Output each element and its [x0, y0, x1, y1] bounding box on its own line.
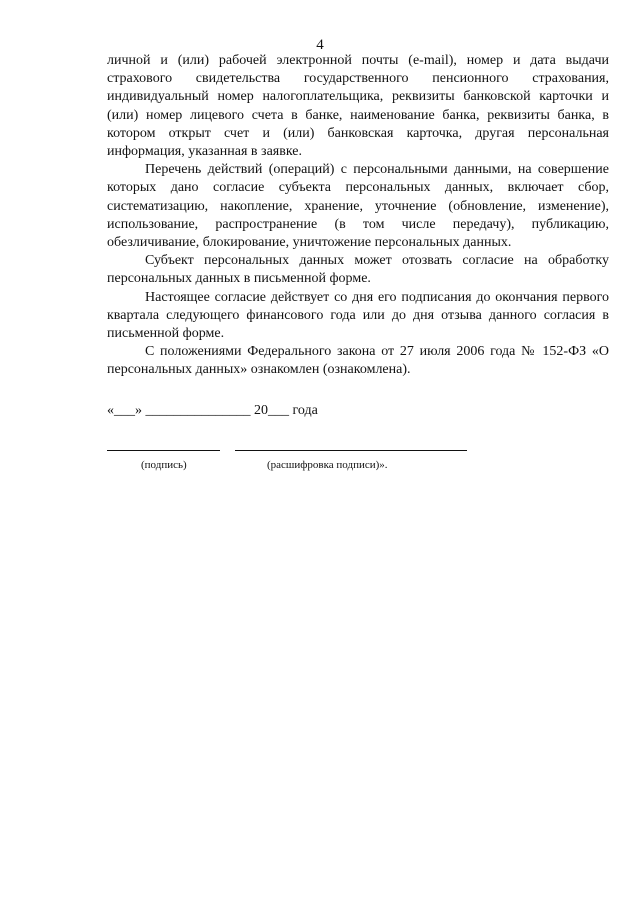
signature-transcript-underline: [235, 450, 467, 451]
signature-underline: [107, 450, 220, 451]
paragraph-consent-validity: Настоящее согласие действует со дня его подписания до окончания первого квартала следующего финансового года или до дня отзыва данного согласия в письменной форме.: [107, 289, 609, 342]
paragraph-consent-withdrawal: Субъект персональных данных может отозвать согласие на обработку персональных данных в письменной форме.: [107, 253, 609, 287]
document-body: [107, 52, 609, 380]
paragraph-operations-list: Перечень действий (операций) с персональными данными, на совершение которых дано согласие субъекта персональных данных, включает сбор, систематизацию, накопление, хранение, уточнение (обновление, изменение), использование, распространение (в том числе передачу), публикацию, обезличивание, блокирование, уничтожение персональных данных.: [107, 162, 609, 251]
signature-caption: (подпись): [141, 459, 187, 471]
signature-transcript-caption: (расшифровка подписи)».: [267, 459, 388, 471]
date-line: «___» _______________ 20___ года: [107, 403, 318, 418]
page-number: 4: [316, 37, 324, 53]
paragraph-law-acknowledgement: С положениями Федерального закона от 27 июля 2006 года № 152-ФЗ «О персональных данных» ознакомлен (ознакомлена).: [107, 344, 609, 378]
paragraph-personal-info-list: личной и (или) рабочей электронной почты (e-mail), номер и дата выдачи страхового свидетельства государственного пенсионного страхования, индивидуальный номер налогоплательщика, реквизиты банковской карточки и (или) номер лицевого счета в банке, наименование банка, реквизиты банка, в котором открыт счет и (или) банковская карточка, другая персональная информация, указанная в заявке.: [107, 53, 609, 160]
